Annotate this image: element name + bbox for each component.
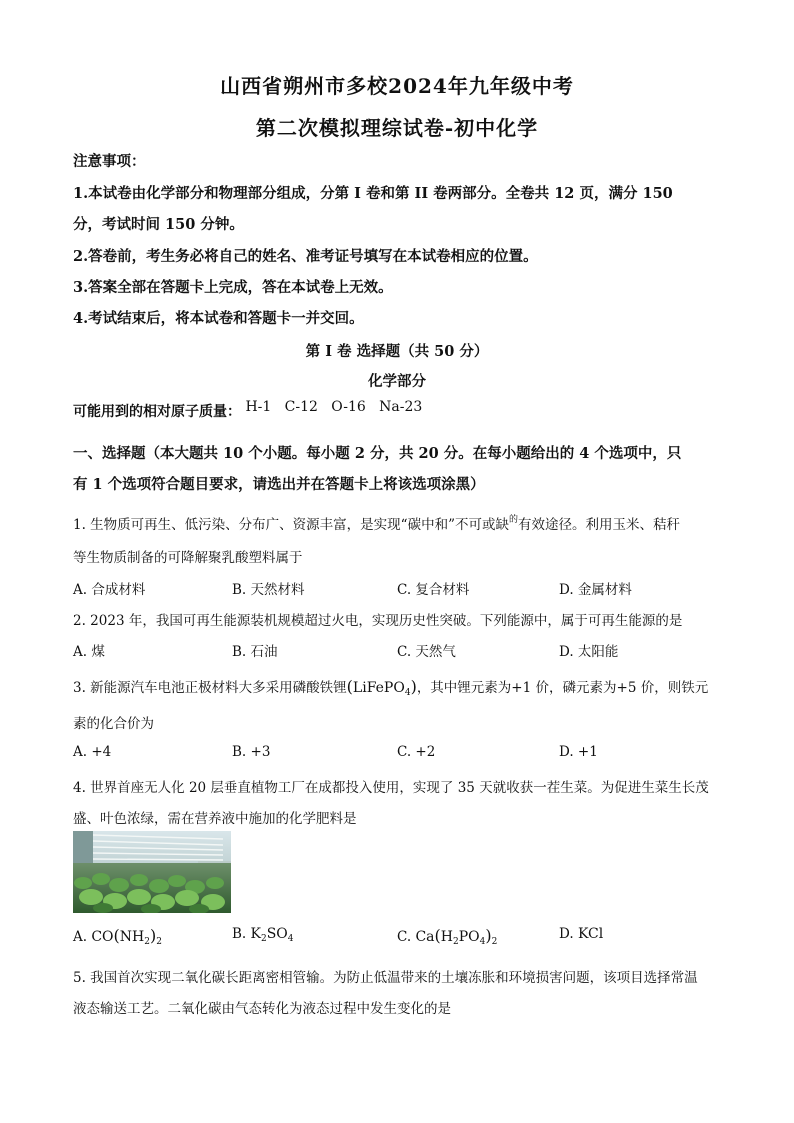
notice-item-4: 4.考试结束后，将本试卷和答题卡一并交回。: [73, 310, 364, 327]
question-1-option-a[interactable]: A. 合成材料: [73, 582, 146, 598]
question-1-option-b[interactable]: B. 天然材料: [232, 582, 305, 598]
question-2-option-d[interactable]: D. 太阳能: [559, 644, 619, 660]
formula-urea-sub2: 2: [156, 937, 162, 947]
formula-cah2po4-sub1: 2: [452, 937, 459, 947]
question-1-options: [73, 578, 733, 598]
question-2-option-a[interactable]: A. 煤: [73, 644, 105, 660]
vertical-farm-photo: [73, 831, 231, 913]
formula-calcium-dihydrogen-phosphate: [415, 926, 498, 947]
question-2-options: [73, 640, 733, 660]
question-4-option-a[interactable]: [73, 926, 162, 945]
question-4-option-c[interactable]: [397, 926, 497, 945]
formula-lifepo4: LiFePO: [352, 680, 405, 696]
question-3-option-d[interactable]: D. +1: [559, 744, 598, 760]
question-2-option-b[interactable]: B. 石油: [232, 644, 278, 660]
question-5-line-a: 5. 我国首次实现二氧化碳长距离密相管输。为防止低温带来的土壤冻胀和环境损害问题，该项目选择常温: [73, 970, 698, 986]
question-1-line-a: [73, 513, 723, 533]
question-4-option-d-letter: D.: [559, 926, 574, 942]
question-3-options: [73, 744, 733, 764]
formula-cah2po4-part3: PO: [458, 929, 480, 945]
formula-potassium-sulfate: [251, 926, 294, 942]
question-4-option-b[interactable]: [232, 926, 294, 942]
formula-cah2po4-part2: H: [440, 929, 453, 945]
question-1-text-a: 1. 生物质可再生、低污染、分布广、资源丰富，是实现“碳中和”不可或缺: [73, 517, 509, 533]
formula-cah2po4-sub3: 2: [491, 937, 498, 947]
question-4-option-d[interactable]: [559, 926, 603, 942]
question-3-option-a[interactable]: A. +4: [73, 744, 112, 760]
part1-heading: 第 I 卷 选择题（共 50 分）: [305, 343, 489, 360]
formula-urea-part2: NH: [119, 929, 145, 945]
question-4-options: [73, 926, 733, 946]
question-3-text-a-pre: 3. 新能源汽车电池正极材料大多采用磷酸铁锂: [73, 680, 347, 696]
notice-item-1a: 1.本试卷由化学部分和物理部分组成，分第 I 卷和第 II 卷两部分。全卷共 12 页，满分 150: [73, 185, 673, 202]
formula-cah2po4-part1: Ca: [415, 929, 435, 945]
question-3-option-b[interactable]: B. +3: [232, 744, 271, 760]
question-3-text-a-post: ，其中锂元素为+1 价，磷元素为+5 价，则铁元: [416, 680, 709, 696]
question-2-option-c[interactable]: C. 天然气: [397, 644, 456, 660]
question-4-option-a-letter: A.: [73, 929, 88, 945]
question-4-option-c-letter: C.: [397, 929, 412, 945]
formula-k2so4-part2: SO: [266, 926, 288, 942]
formula-paren-close: ): [410, 677, 417, 696]
page-title-line1: 山西省朔州市多校2024年九年级中考: [220, 74, 574, 98]
question-1-line-b: 等生物质制备的可降解聚乳酸塑料属于: [73, 550, 303, 566]
formula-urea-sub1: 2: [144, 937, 150, 947]
formula-cah2po4-sub2: 4: [479, 937, 486, 947]
notice-item-1b: 分，考试时间 150 分钟。: [73, 216, 244, 233]
question-1-mark: 的: [508, 515, 518, 525]
question-4-line-a: 4. 世界首座无人化 20 层垂直植物工厂在成都投入使用，实现了 35 天就收获一茬生菜。为促进生菜生长茂: [73, 780, 709, 796]
formula-k2so4-sub1: 2: [260, 934, 267, 944]
question-1-text-a2: 有效途径。利用玉米、秸秆: [518, 517, 680, 533]
formula-urea-paren-open: (: [113, 926, 120, 945]
formula-urea: [91, 926, 162, 947]
section1-instructions-b: 有 1 个选项符合题目要求，请选出并在答题卡上将该选项涂黑）: [73, 476, 485, 493]
formula-cah2po4-paren-close: ): [485, 926, 492, 945]
formula-cah2po4-paren-open: (: [434, 926, 441, 945]
lettuce-greenhouse-image: [73, 831, 231, 913]
question-4-line-b: 盛、叶色浓绿，需在营养液中施加的化学肥料是: [73, 811, 357, 827]
atomic-mass-label: 可能用到的相对原子质量：: [73, 404, 241, 420]
question-2-line-a: 2. 2023 年，我国可再生能源装机规模超过火电，实现历史性突破。下列能源中，属于可再生能源的是: [73, 613, 683, 629]
formula-kcl: KCl: [577, 926, 604, 942]
notice-item-2: 2.答卷前，考生务必将自己的姓名、准考证号填写在本试卷相应的位置。: [73, 248, 538, 265]
question-5-line-b: 液态输送工艺。二氧化碳由气态转化为液态过程中发生变化的是: [73, 1001, 451, 1017]
question-3-line-a: [73, 676, 723, 696]
question-1-option-d[interactable]: D. 金属材料: [559, 582, 632, 598]
question-4-option-b-letter: B.: [232, 926, 247, 942]
question-3-line-b: 素的化合价为: [73, 716, 154, 732]
question-1-option-c[interactable]: C. 复合材料: [397, 582, 470, 598]
formula-paren-open: (: [346, 677, 353, 696]
formula-k2so4-part1: K: [250, 926, 261, 942]
atomic-mass-values: H-1 C-12 O-16 Na-23: [245, 399, 423, 415]
section1-instructions-a: 一、选择题（本大题共 10 个小题。每小题 2 分，共 20 分。在每小题给出的 4 个选项中，只: [73, 445, 682, 462]
formula-k2so4-sub2: 4: [287, 934, 294, 944]
question-3-option-c[interactable]: C. +2: [397, 744, 436, 760]
formula-urea-paren-close: ): [150, 926, 157, 945]
atomic-mass-line: [73, 401, 723, 421]
part1-subheading: 化学部分: [368, 373, 426, 390]
formula-urea-part1: CO: [91, 929, 114, 945]
page-title-line2: 第二次模拟理综试卷-初中化学: [255, 116, 539, 140]
notice-heading: 注意事项：: [73, 153, 146, 170]
formula-lifepo4-sub: 4: [404, 688, 411, 698]
notice-item-3: 3.答案全部在答题卡上完成，答在本试卷上无效。: [73, 279, 393, 296]
